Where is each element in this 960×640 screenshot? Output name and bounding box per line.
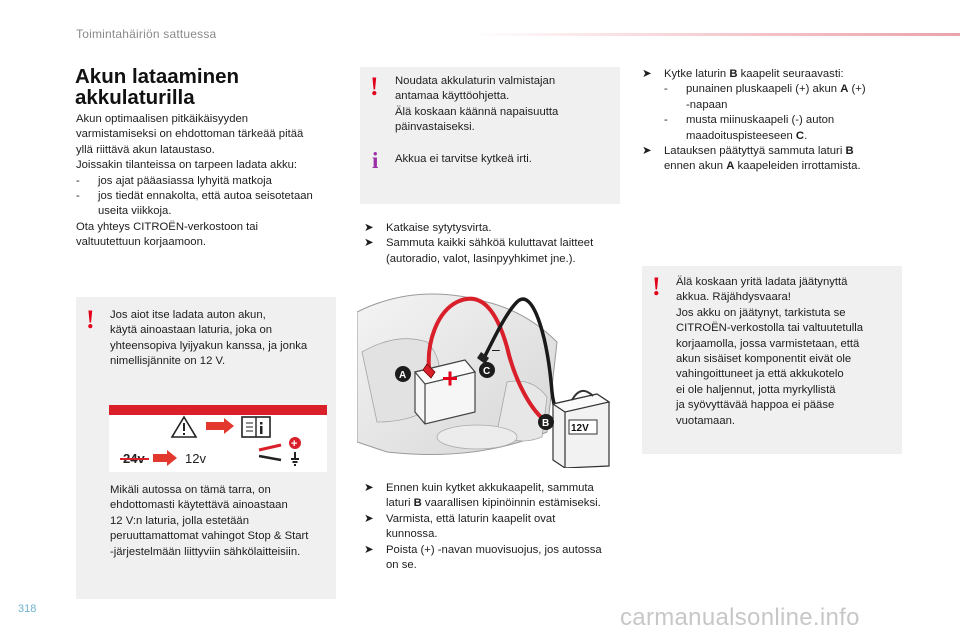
text-run: kaapelit seuraavasti:	[737, 68, 844, 80]
step-text-cont: on se.	[386, 559, 417, 572]
warning-line: Älä koskaan yritä ladata jäätynyttä	[676, 276, 848, 288]
caption-line: 12 V:n laturia, jolla estetään	[110, 514, 249, 527]
label-a-badge	[395, 366, 411, 382]
intro-line: valtuutettuun korjaamoon.	[76, 236, 206, 249]
text-run: musta miinuskaapeli (-) auton	[686, 114, 835, 127]
step-item	[364, 543, 620, 558]
text-run: Kytke laturin	[664, 68, 730, 80]
page-title	[75, 66, 345, 108]
bullet-icon: ➤	[364, 543, 374, 556]
dash-cont	[642, 129, 902, 144]
page-title-line1: Akun lataaminen	[75, 65, 240, 88]
step-item	[364, 481, 620, 496]
bullet-icon: ➤	[642, 145, 652, 158]
text-run: (+)	[848, 83, 866, 96]
step-text: Varmista, että laturin kaapelit ovat	[386, 512, 556, 525]
step-item	[364, 221, 620, 236]
dash-mark: -	[664, 83, 668, 96]
intro-line: yllä riittävä akun lataustaso.	[76, 143, 215, 156]
header-rule	[470, 33, 960, 36]
label-12v: 12v	[185, 451, 206, 466]
text-run: vaarallisen kipinöinnin estämiseksi.	[421, 497, 601, 510]
caption-line: Mikäli autossa on tämä tarra, on	[110, 484, 271, 496]
warning-line: Älä koskaan käännä napaisuutta	[395, 105, 559, 118]
bold-run: C	[795, 129, 805, 142]
warning-line: Jos akku on jäätynyt, tarkistuta se	[676, 306, 846, 319]
info-icon: i	[372, 148, 379, 173]
steps-ignition	[364, 221, 620, 267]
warning-box-manufacturer-text	[395, 74, 615, 136]
bullet-icon: ➤	[364, 222, 374, 234]
warning-line: vuotamaan.	[676, 414, 736, 427]
text-run: laturi	[386, 497, 414, 510]
svg-text:A: A	[399, 370, 407, 381]
text-run: kaapeleiden irrottamista.	[734, 160, 861, 173]
text-run: maadoituspisteeseen	[686, 129, 796, 142]
page-number: 318	[18, 603, 37, 615]
info-box-text: Akkua ei tarvitse kytkeä irti.	[395, 153, 532, 165]
step-item	[642, 67, 902, 82]
bold-run: B	[729, 68, 738, 80]
svg-text:C: C	[483, 366, 491, 377]
charger-sticker-graphic	[109, 405, 327, 472]
warning-line: Jos aiot itse ladata auton akun,	[110, 309, 266, 321]
watermark-brand[interactable]: carmanualsonline.info	[620, 604, 860, 631]
manual-book-icon	[242, 417, 270, 437]
charging-illustration	[357, 272, 618, 468]
text-run: ennen akun	[664, 160, 727, 173]
dash-mark: -	[76, 190, 80, 203]
steps-connect	[642, 67, 902, 175]
step-text: Ennen kuin kytket akkukaapelit, sammuta	[386, 482, 594, 494]
charging-illustration-graphic	[357, 272, 618, 468]
step-item	[364, 512, 620, 527]
bullet-icon: ➤	[642, 68, 652, 80]
caption-line: ehdottomasti käytettävä ainoastaan	[110, 499, 288, 512]
section-header: Toimintahäiriön sattuessa	[76, 27, 217, 41]
step-text-cont: kunnossa.	[386, 528, 438, 541]
intro-dash-cont: useita viikkoja.	[98, 205, 172, 218]
warning-line: Noudata akkulaturin valmistajan	[395, 75, 556, 87]
step-text-cont: (autoradio, valot, lasinpyyhkimet jne.).	[386, 252, 576, 265]
label-b-badge	[538, 414, 554, 430]
charger-12v-label: 12V	[571, 423, 589, 434]
steps-before-connect	[364, 481, 620, 573]
caption-line: peruuttamattomat vahingot Stop & Start	[110, 530, 309, 543]
charger-sticker	[109, 405, 327, 472]
warning-line: akun sisäiset komponentit eivät ole	[676, 353, 852, 366]
warning-icon: !	[86, 305, 95, 334]
warning-line: yhteensopiva lyijyakun kanssa, ja jonka	[110, 339, 308, 352]
intro-line: Akun optimaalisen pitkäikäisyyden	[76, 113, 249, 125]
intro-dash-item	[76, 189, 346, 204]
step-item	[642, 144, 902, 159]
warning-icon: !	[370, 72, 379, 101]
dash-mark: -	[76, 174, 80, 187]
label-24v: 24v	[123, 451, 145, 466]
bullet-icon: ➤	[364, 237, 374, 250]
text-run: Latauksen päätyttyä sammuta laturi	[664, 145, 846, 158]
intro-text	[76, 112, 346, 251]
warning-box-frozen-text	[676, 275, 898, 429]
warning-line: ei ole haljennut, jotta myrkyllistä	[676, 383, 836, 396]
bold-run: A	[726, 160, 735, 173]
warning-line: antamaa käyttöohjetta.	[395, 90, 510, 103]
intro-line: Ota yhteys CITROËN-verkostoon tai	[76, 220, 259, 233]
bullet-icon: ➤	[364, 512, 374, 525]
battery-charger-icon	[553, 391, 609, 468]
intro-dash-item	[76, 174, 346, 189]
dash-item	[664, 113, 902, 128]
label-c-badge	[479, 362, 495, 378]
warning-box-charger-text	[110, 308, 332, 370]
dash-item	[664, 82, 902, 97]
dash-text: jos ajat pääasiassa lyhyitä matkoja	[98, 174, 272, 187]
svg-text:B: B	[542, 418, 550, 429]
minus-sign: –	[492, 341, 500, 357]
warning-line: vahingoittuneet ja että akkukotelo	[676, 368, 844, 381]
step-text-cont	[642, 159, 902, 174]
step-text: Sammuta kaikki sähköä kuluttavat laitteet	[386, 237, 594, 250]
step-text-cont	[364, 496, 620, 511]
warning-line: päinvastaiseksi.	[395, 121, 475, 134]
text-run: punainen pluskaapeli (+) akun	[686, 83, 841, 96]
sticker-caption	[110, 483, 336, 560]
warning-line: ja syövyttävää happoa ei pääse	[676, 399, 835, 412]
warning-line: käytä ainoastaan laturia, joka on	[110, 324, 273, 337]
svg-text:+: +	[291, 438, 298, 450]
warning-line: nimellisjännite on 12 V.	[110, 355, 226, 368]
warning-line: akkua. Räjähdysvaara!	[676, 291, 791, 304]
warning-line: korjaamolla, jossa varmistetaan, että	[676, 337, 860, 350]
text-run: .	[804, 129, 808, 142]
step-text: Poista (+) -navan muovisuojus, jos autossa	[386, 543, 602, 556]
intro-line: varmistamiseksi on ehdottoman tärkeää pitää	[76, 128, 304, 141]
intro-line: Joissakin tilanteissa on tarpeen ladata akku:	[76, 159, 298, 172]
bold-run: A	[840, 83, 849, 96]
step-text: Katkaise sytytysvirta.	[386, 222, 492, 234]
caption-line: -järjestelmään liittyviin sähkölaitteisiin.	[110, 545, 301, 558]
dash-text: jos tiedät ennakolta, että autoa seisotetaan	[98, 190, 313, 203]
step-item	[364, 236, 620, 251]
warning-line: CITROËN-verkostolla tai valtuutetulla	[676, 322, 864, 335]
dash-cont: -napaan	[686, 98, 728, 111]
dash-mark: -	[664, 114, 668, 127]
page-title-line2: akkulaturilla	[75, 86, 195, 109]
bold-run: B	[845, 145, 854, 158]
bullet-icon: ➤	[364, 482, 374, 494]
warning-icon: !	[652, 272, 661, 301]
bold-run: B	[413, 497, 422, 510]
